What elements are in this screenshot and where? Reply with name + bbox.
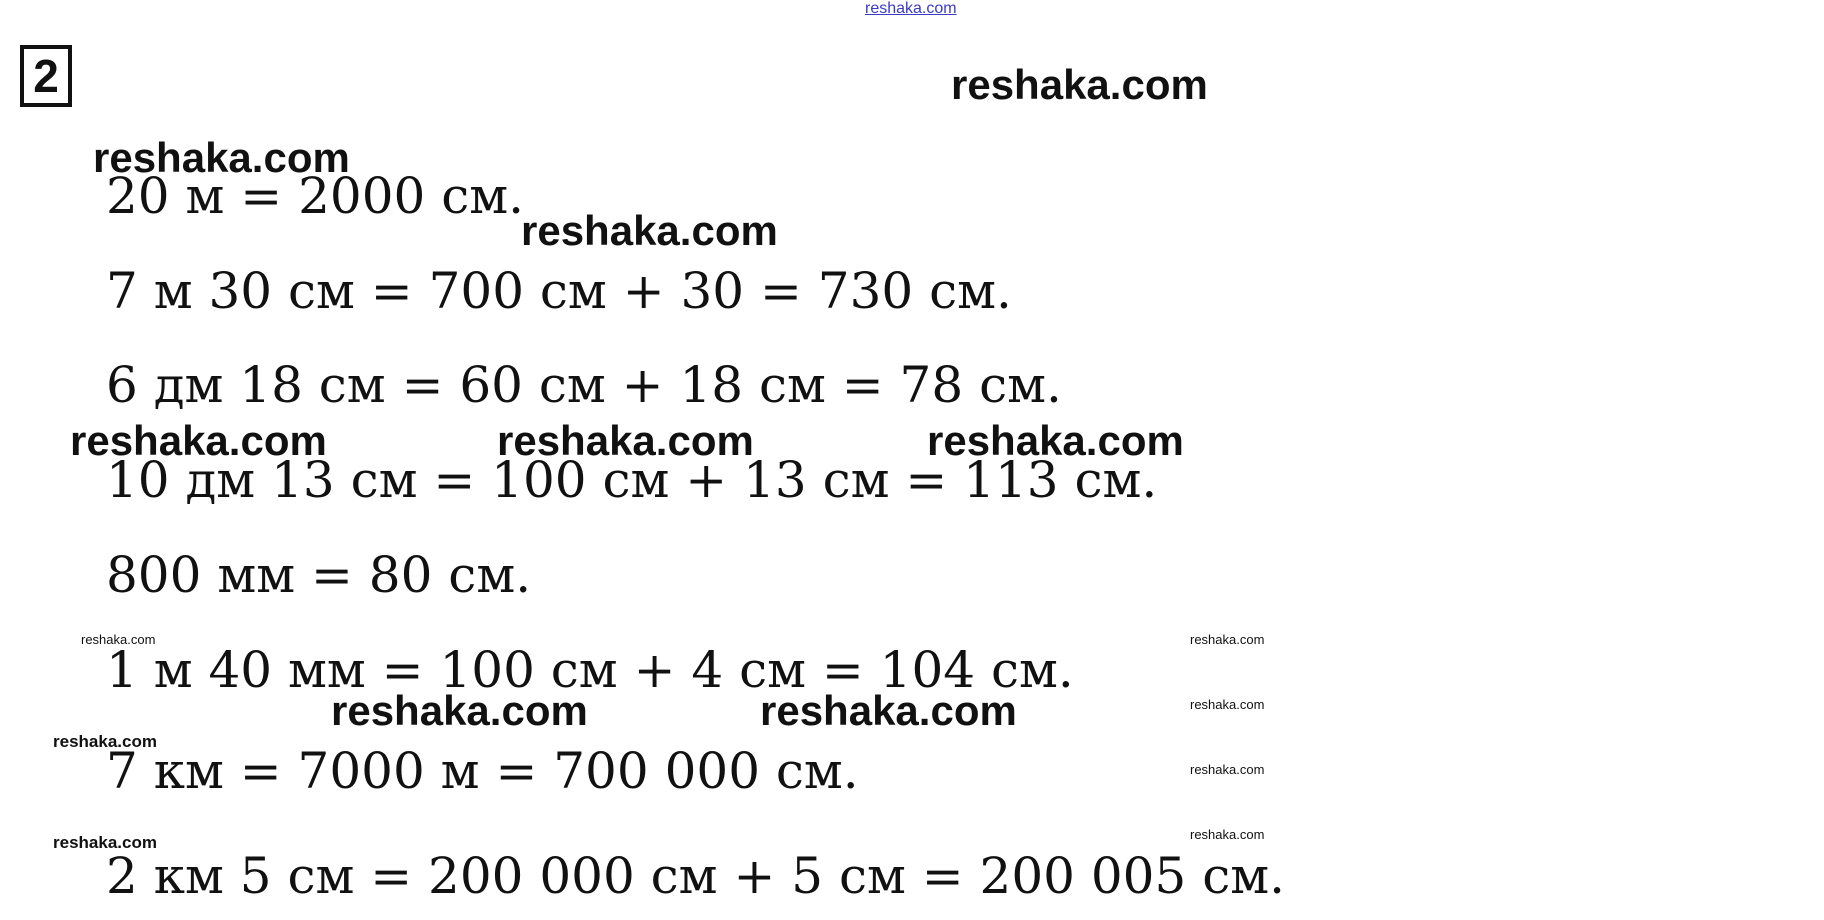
watermark: reshaka.com xyxy=(497,417,754,464)
watermark: reshaka.com xyxy=(70,417,327,464)
watermark-small: reshaka.com xyxy=(81,632,156,647)
equation-line: 10 дм 13 см = 100 см + 13 см = 113 см. xyxy=(106,451,1158,509)
watermark-small: reshaka.com xyxy=(1190,632,1265,647)
equation-line: 1 м 40 мм = 100 см + 4 см = 104 см. xyxy=(106,641,1074,699)
watermark: reshaka.com xyxy=(331,687,588,734)
watermark-small: reshaka.com xyxy=(1190,827,1265,842)
watermark-small: reshaka.com xyxy=(1190,762,1265,777)
site-link[interactable]: reshaka.com xyxy=(865,0,957,17)
task-number-box xyxy=(20,45,72,107)
watermark: reshaka.com xyxy=(93,134,350,181)
task-number: 2 xyxy=(33,50,59,102)
equation-line: 7 км = 7000 м = 700 000 см. xyxy=(106,742,859,800)
equation-line: 6 дм 18 см = 60 см + 18 см = 78 см. xyxy=(106,356,1062,414)
watermark: reshaka.com xyxy=(521,207,778,254)
watermark-medium: reshaka.com xyxy=(53,833,157,852)
watermark: reshaka.com xyxy=(927,417,1184,464)
watermark-small: reshaka.com xyxy=(1190,697,1265,712)
watermark-medium: reshaka.com xyxy=(53,732,157,751)
equation-line: 7 м 30 см = 700 см + 30 = 730 см. xyxy=(106,262,1012,320)
equation-line: 2 км 5 см = 200 000 см + 5 см = 200 005 см. xyxy=(106,847,1285,905)
equation-line: 20 м = 2000 см. xyxy=(106,167,525,225)
watermark: reshaka.com xyxy=(760,687,1017,734)
watermark: reshaka.com xyxy=(951,61,1208,108)
equation-line: 800 мм = 80 см. xyxy=(106,546,532,604)
